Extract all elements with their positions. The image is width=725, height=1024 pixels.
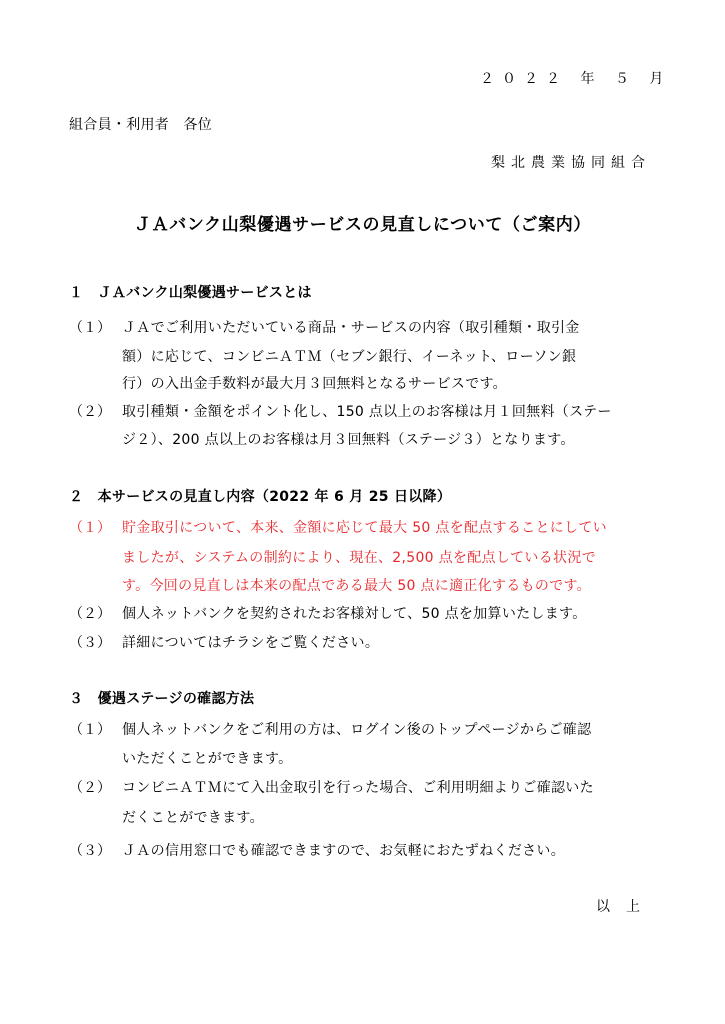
section-1-heading: １ ＪＡバンク山梨優遇サービスとは (69, 285, 312, 301)
addressee: 組合員・利用者 各位 (69, 117, 212, 133)
section-3-item-3-number: （３） (69, 843, 111, 859)
section-1-item-2-number: （２） (69, 404, 111, 420)
sender-organization: 梨北農業協同組合 (491, 155, 651, 171)
document-date: ２０２２ 年 ５ 月 (480, 71, 672, 87)
section-2-item-1-line: ましたが、システムの制約により、現在、2,500 点を配点している状況で (122, 550, 596, 566)
section-2-item-3-line: 詳細についてはチラシをご覧ください。 (122, 635, 380, 651)
document-title: ＪＡバンク山梨優遇サービスの見直しについて（ご案内） (134, 215, 591, 235)
section-2-heading: ２ 本サービスの見直し内容（2022 年 6 月 25 日以降） (69, 489, 452, 505)
section-3-item-1-line: 個人ネットバンクをご利用の方は、ログイン後のトップページからご確認 (122, 722, 592, 738)
section-3-item-1-number: （１） (69, 722, 111, 738)
section-2-item-1-number: （１） (69, 520, 111, 536)
section-1-item-1-line: 行）の入出金手数料が最大月３回無料となるサービスです。 (122, 376, 507, 392)
section-2-item-3-number: （３） (69, 635, 111, 651)
section-2-item-2-number: （２） (69, 606, 111, 622)
section-3-item-2-number: （２） (69, 780, 111, 796)
section-3-heading: ３ 優遇ステージの確認方法 (69, 691, 255, 707)
section-3-item-2-line: だくことができます。 (122, 810, 264, 826)
section-1-item-2-line: ジ２）、200 点以上のお客様は月３回無料（ステージ３）となります。 (122, 432, 575, 448)
section-2-item-1-line: す。今回の見直しは本来の配点である最大 50 点に適正化するものです。 (122, 578, 591, 594)
section-1-item-2-line: 取引種類・金額をポイント化し、150 点以上のお客様は月１回無料（ステー (122, 404, 612, 420)
section-2-item-2-line: 個人ネットバンクを契約されたお客様対して、50 点を加算いたします。 (122, 606, 587, 622)
section-1-item-1-line: ＪＡでご利用いただいている商品・サービスの内容（取引種類・取引金 (122, 320, 580, 336)
section-3-item-2-line: コンビニＡＴＭにて入出金取引を行った場合、ご利用明細よりご確認いた (122, 780, 594, 796)
section-1-item-1-number: （１） (69, 320, 111, 336)
section-3-item-3-line: ＪＡの信用窓口でも確認できますので、お気軽におたずねください。 (122, 843, 566, 859)
section-3-item-1-line: いただくことができます。 (122, 751, 293, 767)
closing-remark: 以上 (596, 899, 656, 915)
section-2-item-1-line: 貯金取引について、本来、金額に応じて最大 50 点を配点することにしてい (122, 520, 607, 536)
section-1-item-1-line: 額）に応じて、コンビニＡＴＭ（セブン銀行、イーネット、ローソン銀 (122, 349, 577, 365)
